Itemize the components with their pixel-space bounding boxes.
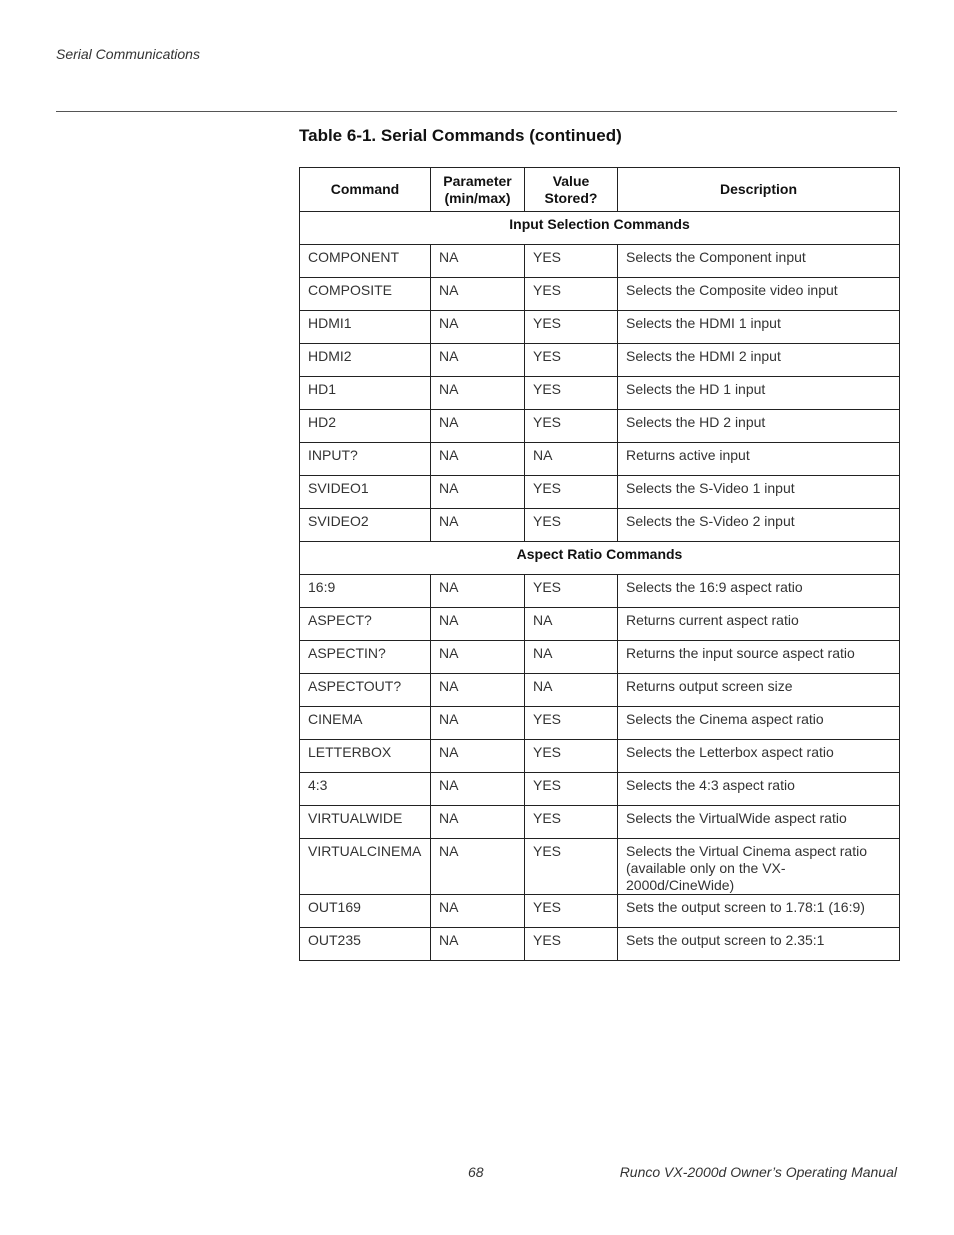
cell-command: SVIDEO2 [300,509,431,542]
serial-commands-table [299,167,900,961]
cell-command: VIRTUALCINEMA [300,839,431,895]
table-body [300,212,900,961]
cell-value-stored: NA [525,674,618,707]
cell-value-stored: YES [525,740,618,773]
cell-parameter: NA [431,707,525,740]
cell-value-stored: YES [525,575,618,608]
cell-command: 4:3 [300,773,431,806]
table-row [300,377,900,410]
table-row [300,476,900,509]
cell-parameter: NA [431,245,525,278]
cell-command: HDMI1 [300,311,431,344]
cell-parameter: NA [431,443,525,476]
cell-value-stored: NA [525,641,618,674]
cell-parameter: NA [431,311,525,344]
table-row [300,895,900,928]
section-heading: Aspect Ratio Commands [300,542,900,575]
table-row [300,278,900,311]
cell-command: 16:9 [300,575,431,608]
cell-parameter: NA [431,344,525,377]
table-row [300,674,900,707]
header-rule [56,111,897,112]
cell-description: Returns the input source aspect ratio [618,641,900,674]
column-header-parameter: Parameter (min/max) [431,168,525,212]
cell-command: LETTERBOX [300,740,431,773]
cell-parameter: NA [431,895,525,928]
cell-value-stored: NA [525,443,618,476]
table-row [300,928,900,961]
cell-value-stored: YES [525,311,618,344]
cell-command: ASPECT? [300,608,431,641]
cell-description: Returns output screen size [618,674,900,707]
cell-description: Selects the Composite video input [618,278,900,311]
cell-description: Selects the HDMI 1 input [618,311,900,344]
cell-command: OUT235 [300,928,431,961]
cell-value-stored: YES [525,245,618,278]
cell-parameter: NA [431,839,525,895]
table-row [300,245,900,278]
cell-parameter: NA [431,928,525,961]
cell-value-stored: YES [525,344,618,377]
cell-parameter: NA [431,575,525,608]
cell-description: Sets the output screen to 1.78:1 (16:9) [618,895,900,928]
cell-parameter: NA [431,740,525,773]
cell-description: Selects the HD 2 input [618,410,900,443]
table-row [300,641,900,674]
cell-description: Selects the Letterbox aspect ratio [618,740,900,773]
table-row [300,575,900,608]
table-row [300,707,900,740]
section-heading-row [300,542,900,575]
cell-parameter: NA [431,377,525,410]
cell-parameter: NA [431,641,525,674]
table-row [300,410,900,443]
page-number: 68 [468,1164,484,1180]
cell-value-stored: YES [525,928,618,961]
cell-value-stored: YES [525,509,618,542]
cell-description: Selects the S-Video 1 input [618,476,900,509]
cell-command: COMPONENT [300,245,431,278]
cell-value-stored: YES [525,377,618,410]
manual-title: Runco VX-2000d Owner’s Operating Manual [619,1164,897,1180]
cell-value-stored: YES [525,410,618,443]
cell-description: Selects the VirtualWide aspect ratio [618,806,900,839]
cell-command: SVIDEO1 [300,476,431,509]
cell-value-stored: YES [525,278,618,311]
cell-description: Selects the Component input [618,245,900,278]
cell-description: Selects the HD 1 input [618,377,900,410]
cell-description: Selects the 4:3 aspect ratio [618,773,900,806]
table-row [300,608,900,641]
cell-command: OUT169 [300,895,431,928]
section-heading: Input Selection Commands [300,212,900,245]
cell-parameter: NA [431,674,525,707]
table-title: Table 6-1. Serial Commands (continued) [299,126,622,145]
table-row [300,839,900,895]
cell-value-stored: YES [525,806,618,839]
cell-command: COMPOSITE [300,278,431,311]
cell-description: Selects the 16:9 aspect ratio [618,575,900,608]
running-header: Serial Communications [56,46,200,62]
cell-value-stored: YES [525,707,618,740]
column-header-value-stored: Value Stored? [525,168,618,212]
table-row [300,443,900,476]
cell-command: ASPECTIN? [300,641,431,674]
cell-value-stored: NA [525,608,618,641]
cell-parameter: NA [431,773,525,806]
table-row [300,311,900,344]
table-row [300,509,900,542]
cell-value-stored: YES [525,895,618,928]
cell-command: ASPECTOUT? [300,674,431,707]
cell-description: Selects the Cinema aspect ratio [618,707,900,740]
table-row [300,806,900,839]
cell-parameter: NA [431,476,525,509]
cell-description: Sets the output screen to 2.35:1 [618,928,900,961]
cell-description: Selects the HDMI 2 input [618,344,900,377]
cell-description: Returns active input [618,443,900,476]
cell-description: Selects the S-Video 2 input [618,509,900,542]
cell-value-stored: YES [525,839,618,895]
cell-parameter: NA [431,806,525,839]
cell-value-stored: YES [525,773,618,806]
cell-value-stored: YES [525,476,618,509]
section-heading-row [300,212,900,245]
cell-command: HDMI2 [300,344,431,377]
column-header-command: Command [300,168,431,212]
table-row [300,344,900,377]
cell-command: INPUT? [300,443,431,476]
cell-parameter: NA [431,608,525,641]
cell-parameter: NA [431,509,525,542]
table-row [300,740,900,773]
cell-command: VIRTUALWIDE [300,806,431,839]
cell-command: HD2 [300,410,431,443]
column-header-description: Description [618,168,900,212]
cell-parameter: NA [431,410,525,443]
cell-command: HD1 [300,377,431,410]
cell-command: CINEMA [300,707,431,740]
cell-description: Selects the Virtual Cinema aspect ratio (available only on the VX-2000d/CineWide) [618,839,900,895]
table-row [300,773,900,806]
table-header-row [300,168,900,212]
cell-parameter: NA [431,278,525,311]
cell-description: Returns current aspect ratio [618,608,900,641]
